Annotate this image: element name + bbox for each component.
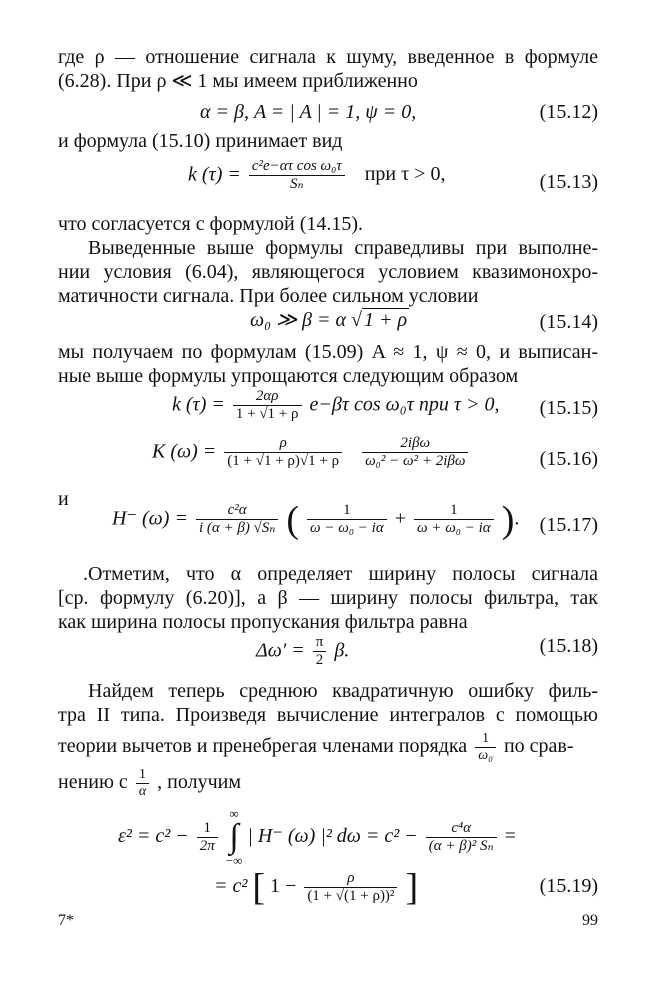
- equation-15-13: [188, 158, 445, 194]
- eq-expression: ω₀ ≫ β = α: [250, 309, 346, 331]
- eq-lhs: = c²: [214, 875, 248, 897]
- equation-15-12: α = β, A = | A | = 1, ψ = 0,: [200, 101, 417, 123]
- denominator: ω + ω₀ − iα: [417, 520, 491, 537]
- equation-15-14: [250, 308, 409, 332]
- text-line: что согласуется с формулой (14.15).: [58, 213, 364, 235]
- denominator: ω₀: [478, 747, 493, 763]
- eq-expression: | H⁻ (ω) |² dω = c² −: [247, 825, 418, 847]
- eq-condition: при τ > 0,: [364, 163, 446, 186]
- left-paren: (: [286, 498, 300, 541]
- denominator: α: [138, 783, 147, 799]
- denominator: i (α + β) √Sₙ: [198, 520, 276, 537]
- denominator: 1 + √1 + ρ: [235, 406, 299, 423]
- equation-15-16: [152, 435, 471, 471]
- denominator: ω − ω₀ − iα: [310, 520, 384, 537]
- left-bracket: [: [252, 866, 266, 909]
- equation-number: (15.17): [539, 514, 598, 536]
- integral-symbol: ∫: [229, 818, 239, 856]
- numerator: 2iβω: [362, 435, 468, 453]
- signature-mark: 7*: [58, 912, 74, 929]
- fraction: [414, 502, 494, 538]
- equation-number: (15.12): [539, 101, 598, 123]
- numerator: 1: [136, 767, 149, 784]
- eq-lhs: ε² = c² −: [118, 825, 189, 847]
- equation-number: (15.15): [539, 397, 598, 419]
- text-line: где ρ — отношение сигнала к шуму, введенное в формуле: [58, 46, 598, 68]
- text-line: [ср. формулу (6.20)], а β — ширину полосы фильтра, так: [58, 587, 598, 609]
- eq-lhs: H⁻ (ω) =: [112, 507, 188, 530]
- numerator: ρ: [304, 870, 397, 888]
- text-line: мы получаем по формулам (15.09) A ≈ 1, ψ ≈ 0, и выписан-: [58, 341, 598, 363]
- fraction: [426, 820, 497, 856]
- equals-sign: =: [504, 825, 516, 847]
- text-line: Выведенные выше формулы справедливы при выполне-: [88, 237, 598, 259]
- integral-sign: [226, 807, 243, 867]
- inline-fraction: [475, 731, 496, 764]
- inline-text: по срав-: [503, 735, 574, 757]
- text-line: .Отметим, что α определяет ширину полосы сигнала: [83, 563, 598, 585]
- denominator: (1 + √1 + ρ)√1 + ρ: [227, 453, 340, 470]
- eq-lhs: K (ω) =: [152, 440, 217, 463]
- numerator: c²e−ατ cos ω₀τ: [249, 158, 345, 176]
- fraction: [233, 388, 302, 424]
- text-line: (6.28). При ρ ≪ 1 мы имеем приближенно: [58, 70, 418, 92]
- numerator: 1: [414, 502, 494, 520]
- equation-number: (15.14): [539, 311, 598, 333]
- plus-sign: +: [394, 507, 406, 530]
- radicand: 1 + ρ: [363, 309, 408, 331]
- denominator: 2: [315, 652, 324, 669]
- numerator: π: [313, 634, 327, 652]
- text-line: тра II типа. Произведя вычисление интегралов с помощью: [58, 704, 598, 726]
- numerator: 1: [475, 731, 496, 748]
- denominator: ω₀² − ω² + 2iβω: [365, 453, 466, 470]
- fraction: [224, 435, 342, 471]
- eq-expression: e−βτ cos ω₀τ при τ > 0,: [309, 393, 500, 416]
- text-line: и формула (15.10) принимает вид: [58, 130, 343, 152]
- numerator: ρ: [224, 435, 342, 453]
- equation-15-19-continued: [214, 864, 418, 908]
- one: 1 −: [270, 875, 297, 897]
- numerator: 2αρ: [233, 388, 302, 406]
- text-line: как ширина полосы пропускания фильтра равна: [58, 611, 468, 633]
- numerator: 1: [197, 820, 218, 838]
- lower-limit: −∞: [225, 853, 243, 869]
- equation-number: (15.13): [539, 171, 598, 193]
- period: .: [514, 507, 520, 530]
- numerator: 1: [307, 502, 387, 520]
- fraction: [197, 820, 218, 856]
- eq-lhs: Δω′ =: [256, 639, 305, 662]
- text-line: нии условия (6.04), являющегося условием квазимонохро-: [58, 261, 598, 283]
- inline-fraction: [136, 767, 149, 800]
- sqrt: √ 1 + ρ: [350, 309, 408, 331]
- fraction: [313, 634, 327, 670]
- text-line: и: [58, 488, 69, 510]
- inline-text: нению с: [58, 771, 128, 793]
- denominator: 2π: [199, 837, 215, 854]
- equation-15-19: [118, 806, 516, 867]
- numerator: c⁴α: [426, 820, 497, 838]
- text-line: [58, 762, 241, 802]
- inline-text: теории вычетов и пренебрегая членами порядка: [58, 735, 468, 757]
- inline-text: , получим: [157, 771, 242, 793]
- right-paren: ): [501, 498, 515, 541]
- equation-number: (15.19): [539, 875, 598, 897]
- fraction: [362, 435, 468, 471]
- eq-lhs: k (τ) =: [172, 393, 225, 416]
- equation-15-15: [172, 388, 500, 424]
- fraction: [304, 870, 397, 906]
- denominator: (1 + √(1 + ρ))²: [307, 887, 395, 904]
- fraction: [307, 502, 387, 538]
- equation-number: (15.16): [539, 448, 598, 470]
- page-number: 99: [582, 912, 598, 929]
- equation-15-17: [112, 498, 520, 541]
- denominator: (α + β)² Sₙ: [428, 837, 494, 854]
- equation-number: (15.18): [539, 635, 598, 657]
- fraction: [196, 502, 278, 538]
- fraction: [249, 158, 345, 194]
- text-line: матичности сигнала. При более сильном условии: [58, 285, 479, 307]
- eq-lhs: k (τ) =: [188, 163, 241, 186]
- text-line: Найдем теперь среднюю квадратичную ошибку филь-: [88, 680, 598, 702]
- upper-limit: ∞: [229, 806, 239, 822]
- eq-expression: β.: [334, 639, 350, 662]
- equation-15-18: [256, 634, 349, 670]
- denominator: Sₙ: [289, 176, 304, 193]
- numerator: c²α: [196, 502, 278, 520]
- right-bracket: ]: [405, 866, 419, 909]
- text-line: ные выше формулы упрощаются следующим образом: [58, 365, 519, 387]
